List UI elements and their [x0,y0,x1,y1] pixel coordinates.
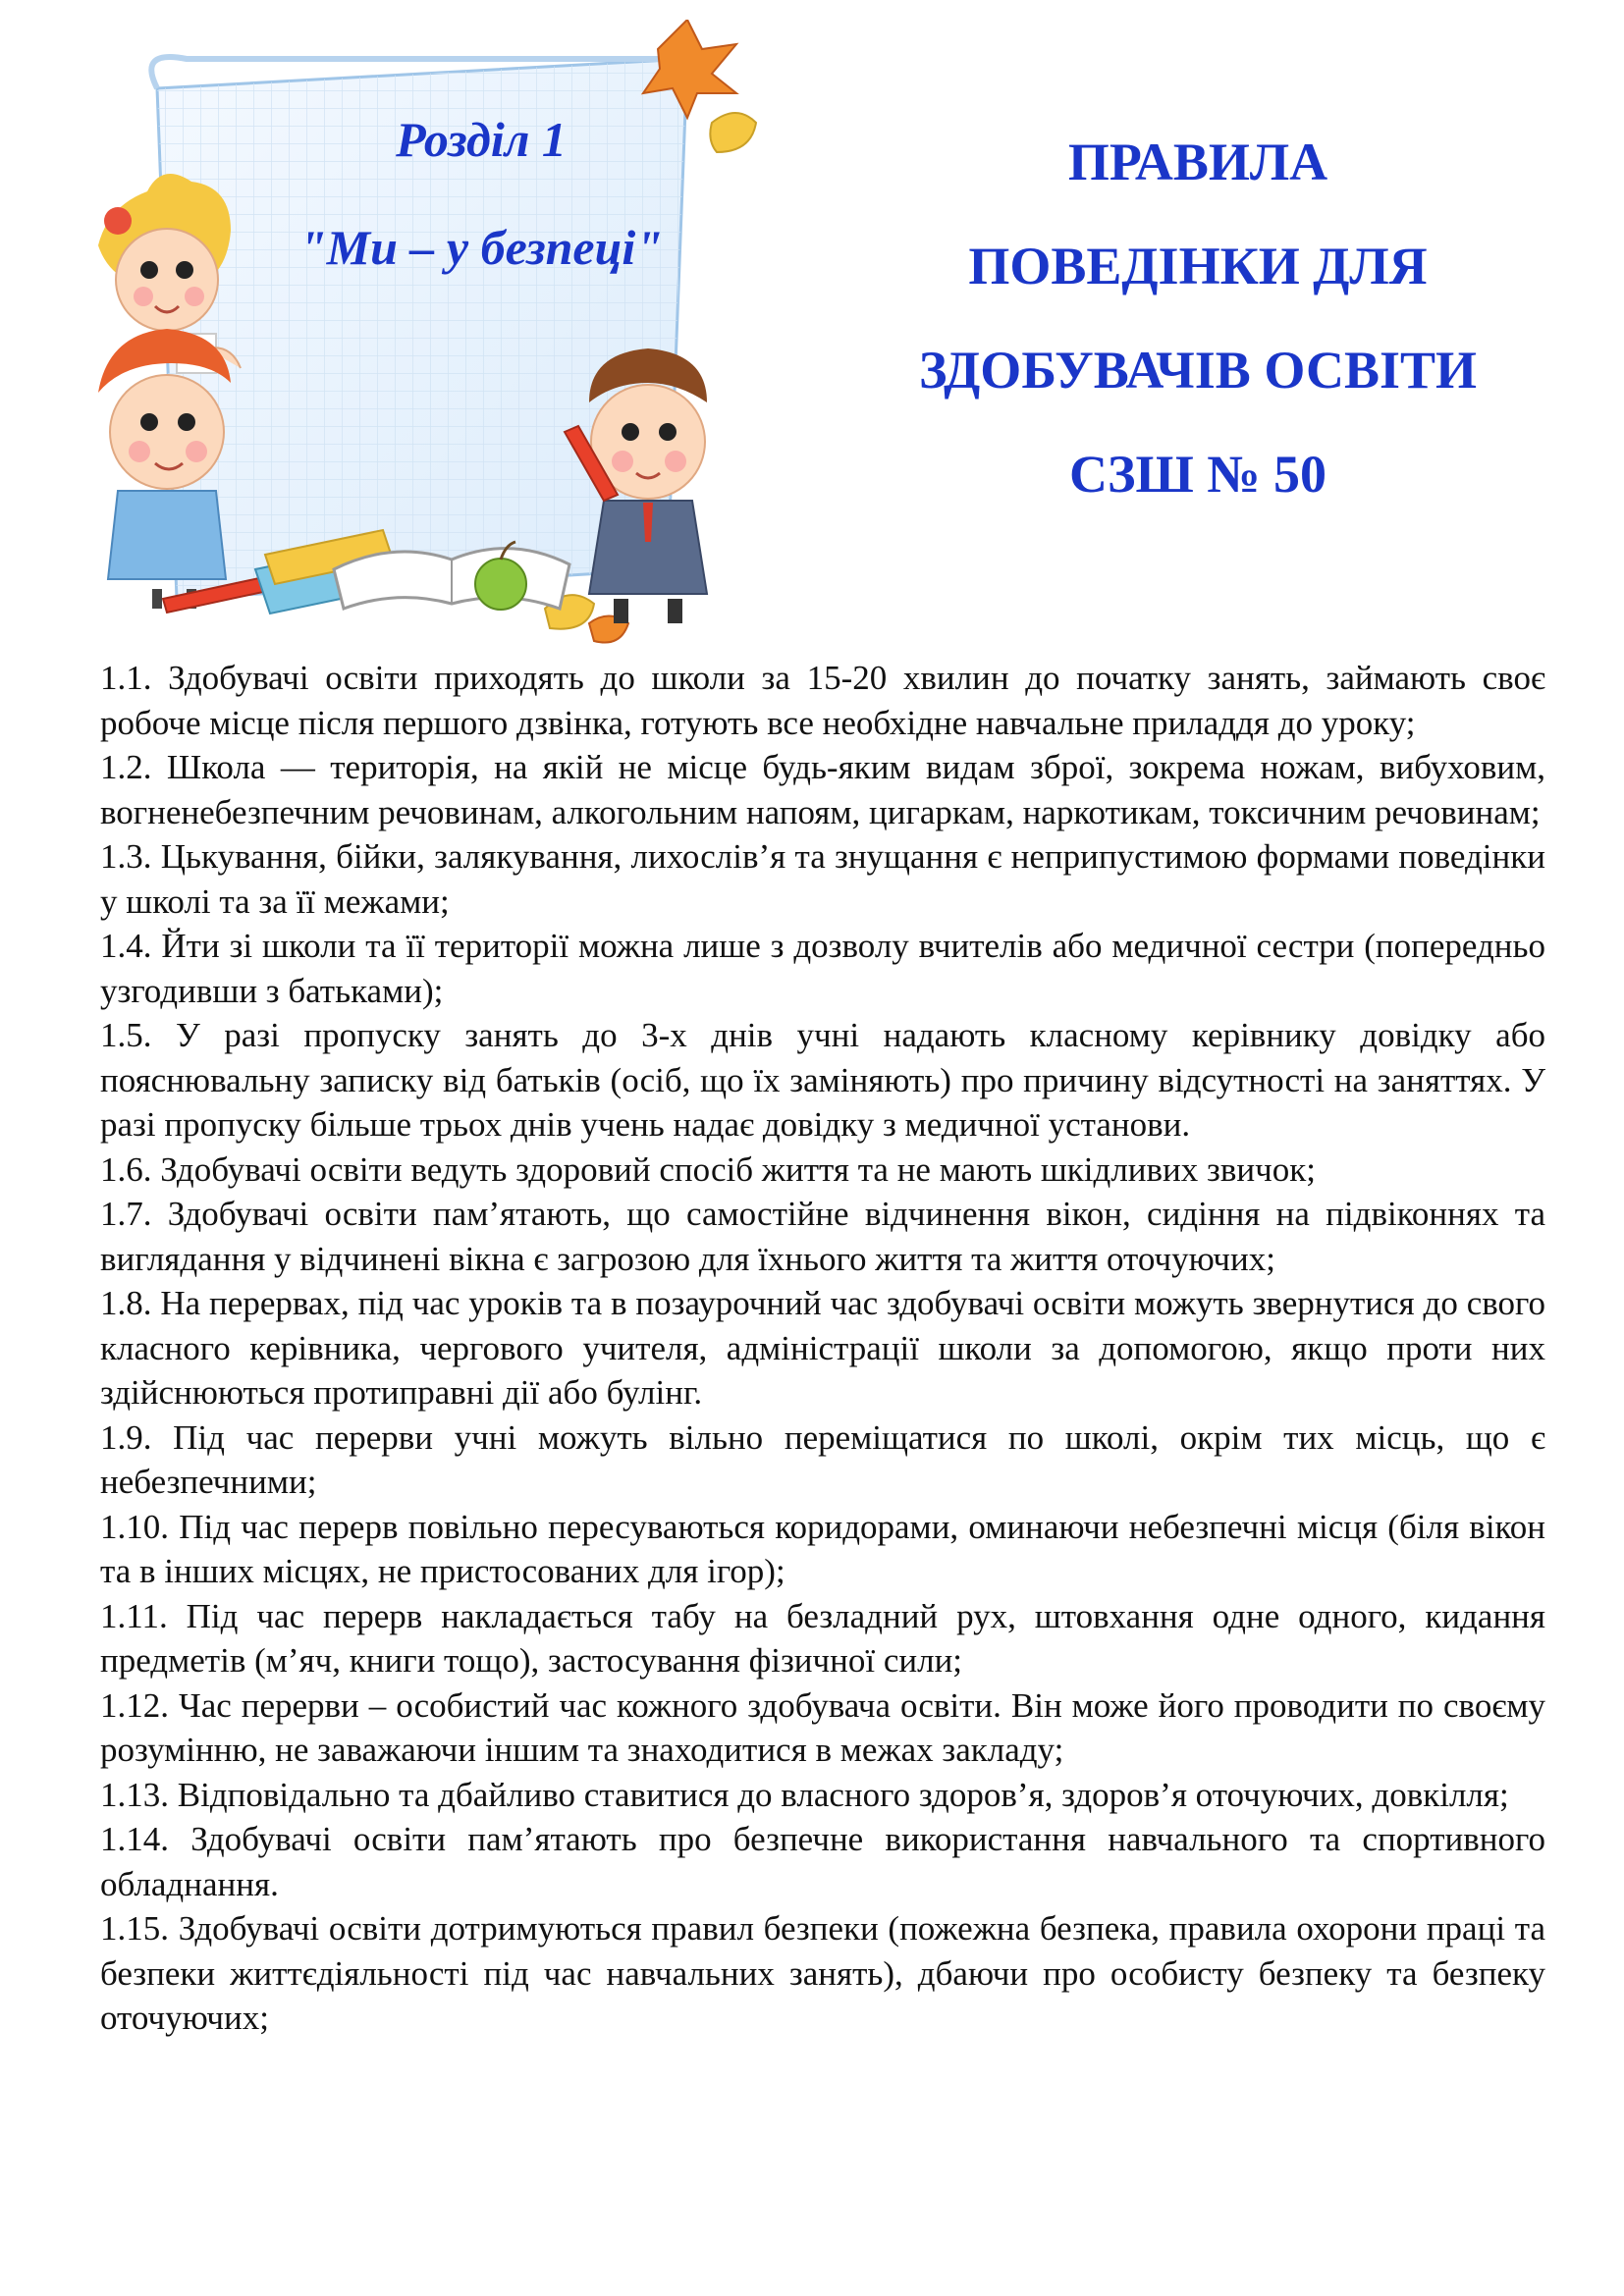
main-title [825,110,1571,526]
rule-item: 1.2. Школа — територія, на якій не місце будь-яким видам зброї, зокрема ножам, вибуховим, вогненебезпечним речовинам, алкогольним напоям, цигаркам, наркотикам, токсичним речовинам; [100,748,1545,831]
rule-item: 1.14. Здобувачі освіти пам’ятають про безпечне використання навчального та спортивного обладнання. [100,1820,1545,1903]
rule-item: 1.7. Здобувачі освіти пам’ятають, що самостійне відчинення вікон, сидіння на підвіконнях та виглядання у відчинені вікна є загрозою для їхнього життя та життя оточуючих; [100,1195,1545,1278]
rule-item: 1.1. Здобувачі освіти приходять до школи за 15-20 хвилин до початку занять, займають своє робоче місце після першого дзвінка, готують все необхідне навчальне приладдя до уроку; [100,659,1545,742]
rule-item: 1.9. Під час перерви учні можуть вільно переміщатися по школі, окрім тих місць, що є небезпечними; [100,1417,1545,1501]
rule-item: 1.8. На перервах, під час уроків та в позаурочний час здобувачі освіти можуть звернутися до свого класного керівника, чергового учителя, адміністрації школи за допомогою, якщо проти них здійснюються протиправні дії або булінг. [100,1284,1545,1412]
rule-item: 1.10. Під час перерв повільно пересуваються коридорами, оминаючи небезпечні місця (біля вікон та в інших місцях, не пристосованих для ігор); [100,1507,1545,1590]
rule-item: 1.11. Під час перерв накладається табу на безладний рух, штовхання одне одного, кидання предметів (м’яч, книги тощо), застосування фізичної сили; [100,1596,1545,1680]
rule-item: 1.3. Цькування, бійки, залякування, лихослів’я та знущання є неприпустимою формами поведінки у школі та за її межами; [100,837,1545,921]
main-title-line: ПРАВИЛА [1067,133,1328,191]
rule-item: 1.5. У разі пропуску занять до 3-х днів учні надають класному керівнику довідку або пояснювальну записку від батьків (осіб, що їх заміняють) про причину відсутності на заняттях. У разі пропуску більше трьох днів учень надає довідку з медичної установи. [100,1016,1545,1144]
main-title-line: СЗШ № 50 [1068,445,1327,504]
rule-item: 1.6. Здобувачі освіти ведуть здоровий спосіб життя та не мають шкідливих звичок; [100,1149,1316,1189]
main-title-line: ЗДОБУВАЧІВ ОСВІТИ [918,341,1478,400]
rule-item: 1.15. Здобувачі освіти дотримуються правил безпеки (пожежна безпека, правила охорони праці та безпеки життєдіяльності під час навчальних занять), дбаючи про особисту безпеку та безпеку оточуючих; [100,1909,1545,2037]
rule-item: 1.13. Відповідально та дбайливо ставитися до власного здоров’я, здоров’я оточуючих, довкілля; [100,1775,1509,1814]
rule-item: 1.12. Час перерви – особистий час кожного здобувача освіти. Він може його проводити по своєму розумінню, не заважаючи іншим та знаходитися в межах закладу; [100,1685,1545,1769]
rule-item: 1.4. Йти зі школи та її території можна лише з дозволу вчителів або медичної сестри (попередньо узгодивши з батьками); [100,927,1545,1010]
rules-list [100,656,1545,2041]
section-subtitle: "Ми – у безпеці" [298,220,664,275]
main-title-line: ПОВЕДІНКИ ДЛЯ [968,237,1428,295]
section-title: Розділ 1 [396,112,567,167]
